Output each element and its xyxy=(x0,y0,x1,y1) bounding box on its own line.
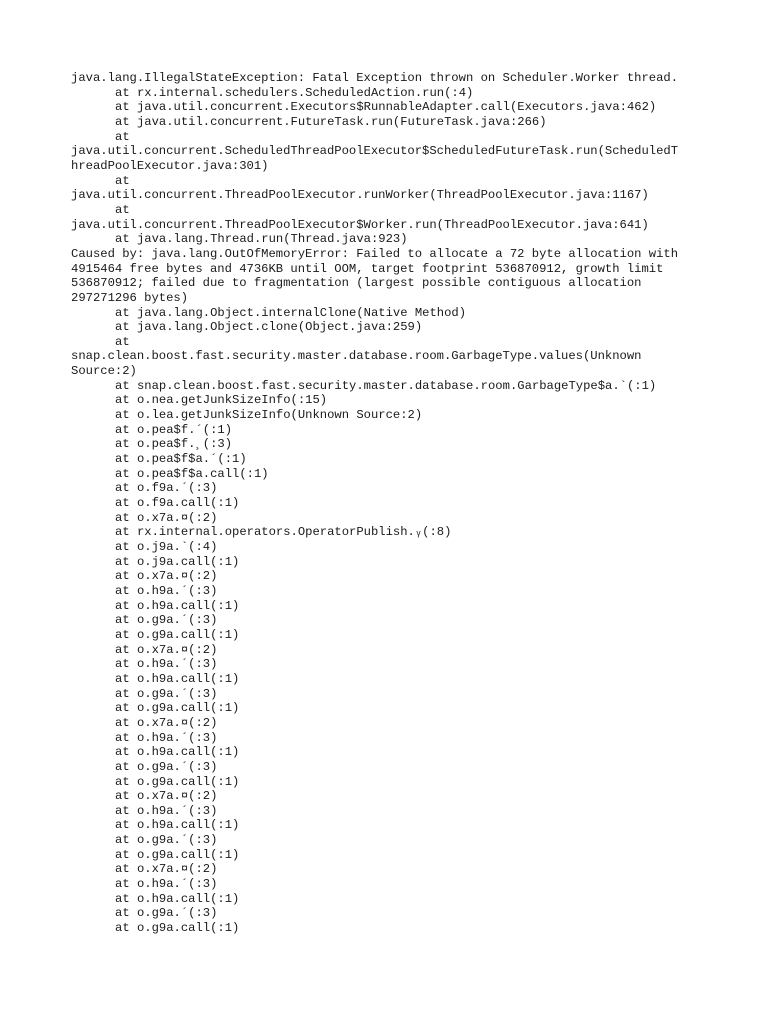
stack-trace-line: at o.h9a.´(:3) xyxy=(115,730,218,745)
stack-trace-line: java.util.concurrent.ThreadPoolExecutor$Worker.run(ThreadPoolExecutor.java:641) xyxy=(71,217,649,232)
stack-trace-line: at o.g9a.´(:3) xyxy=(115,759,218,774)
stack-trace-line: at o.pea$f.´(:1) xyxy=(115,422,233,437)
stack-trace-line: at java.lang.Thread.run(Thread.java:923) xyxy=(115,232,408,247)
stack-trace-line: at o.f9a.´(:3) xyxy=(115,481,218,496)
stack-trace-line: at o.g9a.call(:1) xyxy=(115,774,240,789)
stack-trace-line: java.util.concurrent.ScheduledThreadPoolExecutor$ScheduledFutureTask.run(ScheduledT xyxy=(71,144,679,159)
stack-trace-line: 4915464 free bytes and 4736KB until OOM, target footprint 536870912, growth limit xyxy=(71,261,664,276)
stack-trace-line: at o.nea.getJunkSizeInfo(:15) xyxy=(115,393,328,408)
stack-trace-text xyxy=(71,71,703,936)
stack-trace-line: at o.pea$f$a.´(:1) xyxy=(115,452,247,467)
stack-trace-line: snap.clean.boost.fast.security.master.database.room.GarbageType.values(Unknown xyxy=(71,349,642,364)
stack-trace-line: at o.h9a.´(:3) xyxy=(115,657,218,672)
stack-trace-line: at rx.internal.schedulers.ScheduledAction.run(:4) xyxy=(115,85,474,100)
stack-trace-line: at xyxy=(115,173,130,188)
stack-trace-line: java.lang.IllegalStateException: Fatal Exception thrown on Scheduler.Worker thread. xyxy=(71,71,679,85)
stack-trace-line: Source:2) xyxy=(71,364,137,379)
stack-trace-line: at java.util.concurrent.FutureTask.run(FutureTask.java:266) xyxy=(115,114,547,129)
stack-trace-line: at o.x7a.¤(:2) xyxy=(115,569,218,584)
stack-trace-line: at o.x7a.¤(:2) xyxy=(115,510,218,525)
stack-trace-line: at o.g9a.call(:1) xyxy=(115,701,240,716)
stack-trace-line: java.util.concurrent.ThreadPoolExecutor.runWorker(ThreadPoolExecutor.java:1167) xyxy=(71,188,649,203)
stack-trace-line: at o.h9a.´(:3) xyxy=(115,877,218,892)
stack-trace-line: at java.util.concurrent.Executors$RunnableAdapter.call(Executors.java:462) xyxy=(115,100,657,115)
stack-trace-line: at rx.internal.operators.OperatorPublish.ᵧ(:8) xyxy=(115,525,452,540)
stack-trace-line: at o.pea$f.¸(:3) xyxy=(115,437,233,452)
stack-trace-line: at xyxy=(115,334,130,349)
stack-trace-line: at o.j9a.`(:4) xyxy=(115,540,218,554)
stack-trace-line: at o.h9a.call(:1) xyxy=(115,891,240,906)
stack-trace-line: at o.x7a.¤(:2) xyxy=(115,789,218,804)
stack-trace-line: at o.x7a.¤(:2) xyxy=(115,715,218,730)
stack-trace-line: at o.g9a.´(:3) xyxy=(115,906,218,921)
stack-trace-line: at o.h9a.call(:1) xyxy=(115,745,240,760)
stack-trace-line: at o.g9a.´(:3) xyxy=(115,686,218,701)
stack-trace-line: 297271296 bytes) xyxy=(71,290,189,305)
stack-trace-line: at o.g9a.call(:1) xyxy=(115,847,240,862)
stack-trace-line: 536870912; failed due to fragmentation (largest possible contiguous allocation xyxy=(71,276,642,291)
stack-trace-line: at o.h9a.´(:3) xyxy=(115,803,218,818)
stack-trace-line: at snap.clean.boost.fast.security.master.database.room.GarbageType$a.`(:1) xyxy=(115,378,657,393)
stack-trace-line: at o.g9a.call(:1) xyxy=(115,627,240,642)
stack-trace-line: at o.h9a.call(:1) xyxy=(115,818,240,833)
stack-trace-line: at o.h9a.call(:1) xyxy=(115,598,240,613)
stack-trace-line: at o.lea.getJunkSizeInfo(Unknown Source:2) xyxy=(115,408,423,423)
stack-trace-line: at o.j9a.call(:1) xyxy=(115,554,240,569)
stack-trace-line: at java.lang.Object.internalClone(Native Method) xyxy=(115,305,467,320)
stack-trace-line: at xyxy=(115,202,130,217)
stack-trace-line: hreadPoolExecutor.java:301) xyxy=(71,158,269,173)
stack-trace-line: at o.x7a.¤(:2) xyxy=(115,642,218,657)
stack-trace-line: at o.h9a.call(:1) xyxy=(115,671,240,686)
stack-trace-line: Caused by: java.lang.OutOfMemoryError: Failed to allocate a 72 byte allocation with xyxy=(71,246,679,261)
stack-trace-line: at o.g9a.´(:3) xyxy=(115,833,218,848)
stack-trace-line: at o.x7a.¤(:2) xyxy=(115,862,218,877)
stack-trace-line: at o.g9a.call(:1) xyxy=(115,921,240,936)
stack-trace-line: at o.f9a.call(:1) xyxy=(115,496,240,511)
stack-trace-line: at xyxy=(115,129,130,144)
stack-trace-line: at o.pea$f$a.call(:1) xyxy=(115,466,269,481)
stack-trace-line: at o.g9a.´(:3) xyxy=(115,613,218,628)
stack-trace-line: at java.lang.Object.clone(Object.java:259) xyxy=(115,320,423,335)
stack-trace-line: at o.h9a.´(:3) xyxy=(115,583,218,598)
